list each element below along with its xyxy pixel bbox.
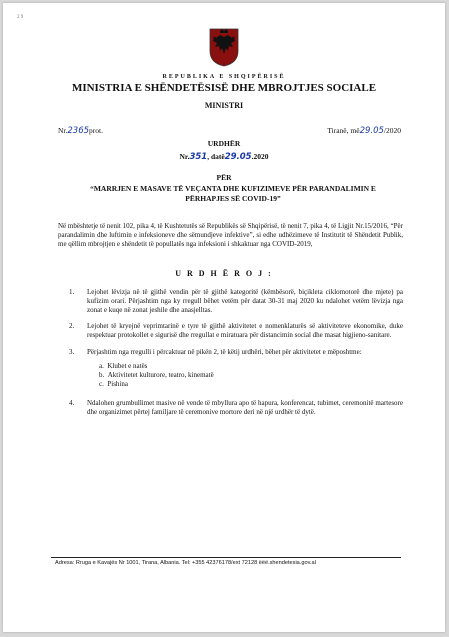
sub-letter: b. [99,370,105,379]
order-item [69,399,403,417]
item-text: Përjashtim nga rregulli i përcaktuar në pikën 2, të këtij urdhëri, bëhet për aktivitetet e mëposhtme: [87,347,362,356]
sublist-item [99,371,403,380]
order-date-prefix: , datë [207,152,225,161]
sub-text: Aktivitetet kulturore, teatro, kinematë [107,370,214,379]
sub-text: Klubet e natës [107,361,148,370]
order-nr-prefix: Nr. [179,152,190,161]
document-page [3,3,445,632]
order-item [69,288,403,314]
sub-text: Pishina [107,379,128,388]
item-number: 4. [69,398,75,407]
sub-letter: c. [99,379,104,388]
albania-emblem-icon [208,27,240,67]
activity-sublist [99,362,403,389]
minister-heading: MINISTRI [204,101,244,110]
footer-divider [51,557,401,558]
order-item [69,322,403,340]
date-year: /2020 [383,126,401,135]
prot-suffix: prot. [89,126,103,135]
date-handwritten: 29.05 [359,126,384,136]
order-items [69,288,403,416]
order-nr-handwritten: 351 [189,152,208,162]
urdheroj-heading: U R D H Ë R O J : [175,269,273,278]
footer-address: Adresa: Rruga e Kavajës Nr 1001, Tirana, Albania. Tel: +355 42376178/ext 72128 ëëë.shendetesia.gov.al [55,560,316,566]
per-heading: PËR [216,173,232,182]
sublist-item [99,380,403,389]
item-number: 2. [69,322,75,331]
place-prefix: Tiranë, më [327,126,360,135]
order-item [69,348,403,389]
preamble-paragraph: Në mbështetje të nenit 102, pika 4, të Kushtetutës së Republikës së Shqipërisë, të nenit 7, pika 4, të Ligjit Nr.15/2016, “Për parandalimin dhe luftimin e infeksioneve dhe sëmundjeve infektive”, si edhe udhëzimeve të Institutit të Shëndetit Publik, me qëllim mbrojtjen e shëndetit të popullatës nga infeksioni i shkaktuar nga COVID-2019, [58,222,403,248]
order-title: URDHËR [207,139,241,148]
ministry-heading: MINISTRIA E SHËNDETËSISË DHE MBROJTJES SOCIALE [71,82,377,94]
item-number: 3. [69,347,75,356]
order-date-handwritten: 29.05 [224,152,252,162]
item-text: Ndalohen grumbullimet masive në vende të mbyllura apo të hapura, konferencat, tubimet, ceremonitë martesore dhe organizimet përtej familjare të ceremonive mortore deri në një urdhër të dytë. [87,398,403,416]
order-number-line [3,152,445,162]
item-number: 1. [69,288,75,296]
sub-letter: a. [99,361,104,370]
item-text: Lejohet lëvizja në të gjithë vendin për të gjithë kategoritë (këmbësorë, biçikleta ciklomotorë dhe mjete) pa kufizim orari. Përjashtim nga ky rregull bëhet vetëm për datat 30-31 maj 2020 ku ndalohet vetëm lëvizja nga zonat e kuqe në zonat jeshile dhe anasjelltas. [87,288,403,314]
order-date-year: .2020 [251,152,269,161]
place-date [327,126,401,136]
corner-mark: 2 9 [17,15,24,20]
prot-prefix: Nr. [58,126,68,135]
protocol-number [58,126,103,136]
sublist-item [99,362,403,371]
republic-heading: REPUBLIKA E SHQIPËRISË [162,74,286,80]
item-text: Lejohet të kryejnë veprimtarinë e tyre të gjithë aktivitetet e nomenklaturës së aktiviteteve ekonomike, duke respektuar protokollet e sigurisë dhe rregullat e miratuara për distancimin social dhe masat higjieno-sanitare. [87,322,403,340]
prot-number-handwritten: 2365 [67,126,90,136]
order-subject: “MARRJEN E MASAVE TË VEÇANTA DHE KUFIZIMEVE PËR PARANDALIMIN E PËRHAPJES SË COVID-19” [90,184,376,203]
